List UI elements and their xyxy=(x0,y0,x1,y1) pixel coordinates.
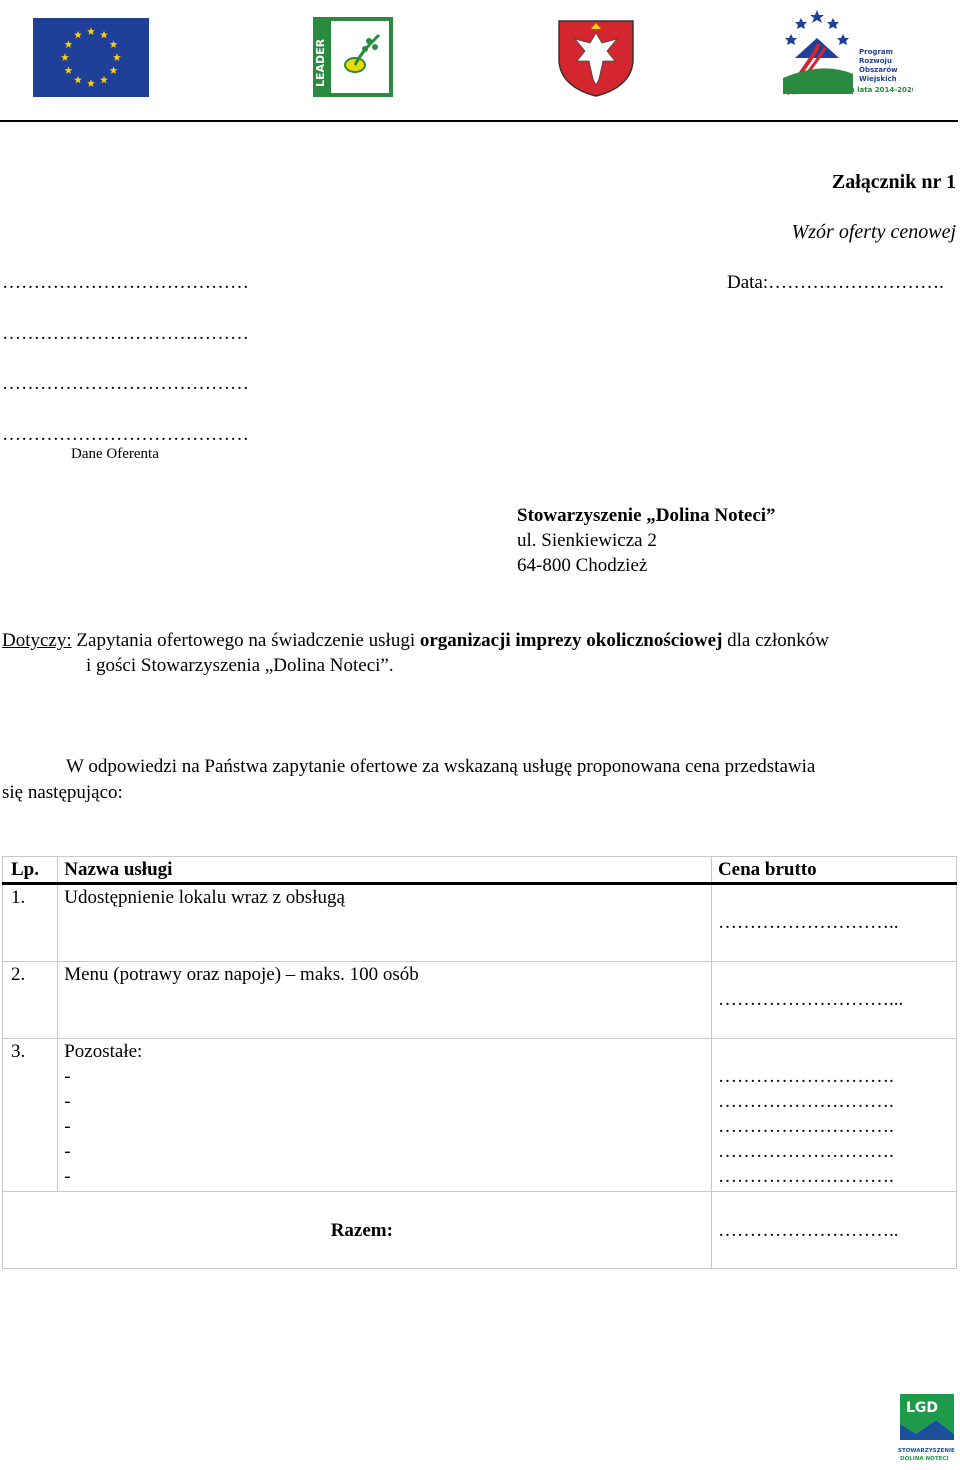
subject-line xyxy=(2,630,829,652)
row-service-name: Menu (potrawy oraz napoje) – maks. 100 osób xyxy=(58,962,712,1039)
other-item: - xyxy=(64,1166,71,1187)
row-lp: 2. xyxy=(3,962,58,1039)
total-value: ……………………….. xyxy=(717,1219,899,1241)
recipient-street: ul. Sienkiewicza 2 xyxy=(517,530,657,551)
recipient-city: 64-800 Chodzież xyxy=(517,555,648,576)
total-label: Razem: xyxy=(330,1219,393,1241)
prow-logo-text-2: Rozwoju xyxy=(859,57,892,65)
other-item: - xyxy=(64,1091,71,1112)
other-price: ………………………. xyxy=(717,1091,894,1112)
table-row xyxy=(3,962,957,1039)
row-lp: 1. xyxy=(3,884,58,962)
leader-logo xyxy=(313,17,393,97)
prow-logo-text-1: Program xyxy=(859,48,893,56)
subject-label: Dotyczy: xyxy=(2,630,72,651)
lgd-logo xyxy=(896,1390,958,1464)
prow-logo-text-5: na lata 2014-2020 xyxy=(845,86,913,94)
lgd-logo-text: LGD xyxy=(906,1400,939,1416)
other-price: ………………………. xyxy=(717,1141,894,1162)
table-row xyxy=(3,884,957,962)
row-price-value: ………………………... xyxy=(717,989,904,1010)
total-label-cell xyxy=(3,1192,712,1269)
total-value-field[interactable] xyxy=(711,1192,956,1269)
row-lp: 3. xyxy=(3,1039,58,1192)
subject-text-a: Zapytania ofertowego na świadczenie usługi xyxy=(71,630,420,651)
bidder-line-2: ………………………………… xyxy=(2,323,249,344)
table-header-row xyxy=(3,857,957,884)
prow-logo-text-4: Wiejskich xyxy=(859,75,897,83)
date-field: Data:………………………. xyxy=(727,272,944,293)
table-total-row xyxy=(3,1192,957,1269)
row-price-value: ……………………….. xyxy=(717,912,899,933)
row-price-field[interactable] xyxy=(711,884,956,962)
bidder-line-1: ………………………………… xyxy=(2,272,249,293)
bidder-label: Dane Oferenta xyxy=(71,446,159,462)
row-service-name: Udostępnienie lokalu wraz z obsługą xyxy=(58,884,712,962)
recipient-name: Stowarzyszenie „Dolina Noteci” xyxy=(517,505,776,526)
table-row xyxy=(3,1039,957,1192)
subject-text-bold: organizacji imprezy okolicznościowej xyxy=(419,630,723,651)
document-subtitle: Wzór oferty cenowej xyxy=(791,221,956,243)
body-line-1: W odpowiedzi na Państwa zapytanie ofertowe za wskazaną usługę proponowana cena przedstawia xyxy=(66,756,816,777)
other-price: ………………………. xyxy=(717,1166,894,1187)
subject-text-b: dla członków xyxy=(722,630,829,651)
leader-logo-text: LEADER xyxy=(314,38,327,87)
price-table xyxy=(2,856,957,1269)
other-item: - xyxy=(64,1116,71,1137)
other-price: ………………………. xyxy=(717,1116,894,1137)
header-divider xyxy=(0,120,958,122)
lgd-logo-caption-1: STOWARZYSZENIE xyxy=(898,1448,955,1454)
other-item: - xyxy=(64,1066,71,1087)
row-price-field[interactable] xyxy=(711,1039,956,1192)
wielkopolska-coat-of-arms xyxy=(557,19,635,97)
body-line-2: się następująco: xyxy=(2,782,123,803)
lgd-logo-caption-2: DOLINA NOTECI xyxy=(900,1456,949,1462)
other-label: Pozostałe: xyxy=(64,1041,143,1062)
bidder-line-3: ………………………………… xyxy=(2,373,249,394)
attachment-title: Załącznik nr 1 xyxy=(831,171,956,193)
header-gross-price: Cena brutto xyxy=(711,857,956,884)
prow-logo-text-3: Obszarów xyxy=(859,66,898,74)
row-service-name-other xyxy=(58,1039,712,1192)
row-price-field[interactable] xyxy=(711,962,956,1039)
subject-line-2: i gości Stowarzyszenia „Dolina Noteci”. xyxy=(86,655,394,676)
other-item: - xyxy=(64,1141,71,1162)
prow-logo xyxy=(773,8,913,100)
header-lp: Lp. xyxy=(3,857,58,884)
header-service-name: Nazwa usługi xyxy=(58,857,712,884)
eu-flag-logo xyxy=(33,18,149,97)
other-price: ………………………. xyxy=(717,1066,894,1087)
bidder-line-4: ………………………………… xyxy=(2,424,249,445)
